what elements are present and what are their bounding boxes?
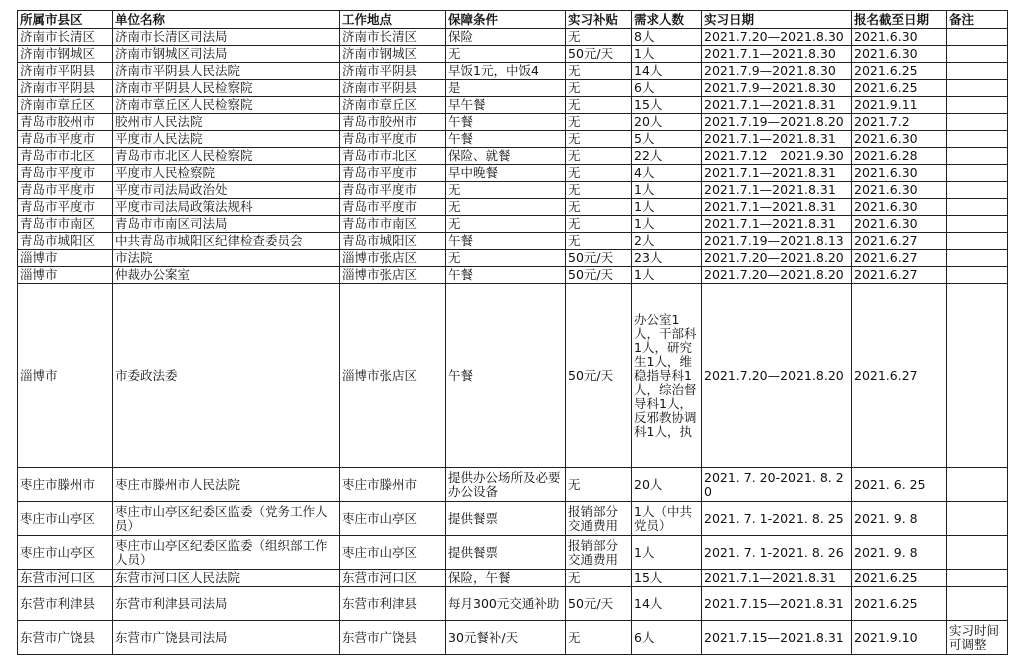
table-row: [18, 536, 1008, 570]
cell-dates: 2021. 7. 1-2021. 8. 25: [702, 502, 852, 536]
cell-unit: 枣庄市山亭区纪委区监委（党务工作人员）: [113, 502, 340, 536]
cell-dates: 2021. 7. 1-2021. 8. 26: [702, 536, 852, 570]
cell-headcount: 8人: [632, 29, 702, 46]
cell-dates: 2021.7.19—2021.8.20: [702, 114, 852, 131]
cell-headcount: 22人: [632, 148, 702, 165]
cell-dates: 2021.7.1—2021.8.30: [702, 46, 852, 63]
cell-location: 青岛市平度市: [340, 165, 446, 182]
cell-notes: [947, 165, 1008, 182]
table-row: [18, 216, 1008, 233]
cell-location: 枣庄市山亭区: [340, 536, 446, 570]
cell-location: 青岛市平度市: [340, 131, 446, 148]
table-row: [18, 29, 1008, 46]
cell-headcount: 1人: [632, 199, 702, 216]
cell-headcount: 15人: [632, 570, 702, 587]
cell-conditions: 提供餐票: [446, 502, 566, 536]
cell-deadline: 2021.6.25: [852, 587, 947, 621]
cell-district: 淄博市: [18, 284, 113, 468]
table-row: [18, 284, 1008, 468]
cell-notes: [947, 468, 1008, 502]
header-dates: 实习日期: [702, 11, 852, 29]
header-notes: 备注: [947, 11, 1008, 29]
cell-district: 济南市平阴县: [18, 80, 113, 97]
header-deadline: 报名截至日期: [852, 11, 947, 29]
table-row: [18, 570, 1008, 587]
cell-dates: 2021.7.1—2021.8.31: [702, 199, 852, 216]
cell-subsidy: 无: [566, 233, 632, 250]
table-row: [18, 80, 1008, 97]
cell-subsidy: 无: [566, 148, 632, 165]
cell-deadline: 2021.6.27: [852, 267, 947, 284]
cell-location: 东营市广饶县: [340, 621, 446, 655]
cell-conditions: 保险、就餐: [446, 148, 566, 165]
cell-location: 青岛市市南区: [340, 216, 446, 233]
cell-dates: 2021.7.1—2021.8.31: [702, 97, 852, 114]
cell-headcount: 23人: [632, 250, 702, 267]
cell-deadline: 2021. 6. 25: [852, 468, 947, 502]
cell-location: 青岛市平度市: [340, 199, 446, 216]
cell-conditions: 保险: [446, 29, 566, 46]
cell-headcount: 6人: [632, 80, 702, 97]
cell-dates: 2021.7.9—2021.8.30: [702, 80, 852, 97]
cell-unit: 东营市利津县司法局: [113, 587, 340, 621]
cell-subsidy: 50元/天: [566, 46, 632, 63]
cell-location: 济南市平阴县: [340, 63, 446, 80]
table-row: [18, 131, 1008, 148]
cell-dates: 2021. 7. 20-2021. 8. 20: [702, 468, 852, 502]
table-row: [18, 468, 1008, 502]
cell-district: 淄博市: [18, 250, 113, 267]
cell-district: 青岛市市南区: [18, 216, 113, 233]
cell-deadline: 2021.9.10: [852, 621, 947, 655]
cell-location: 青岛市平度市: [340, 182, 446, 199]
cell-conditions: 午餐: [446, 267, 566, 284]
cell-unit: 枣庄市滕州市人民法院: [113, 468, 340, 502]
internship-table: [17, 10, 1008, 655]
cell-unit: 济南市平阴县人民法院: [113, 63, 340, 80]
cell-deadline: 2021. 9. 8: [852, 502, 947, 536]
cell-deadline: 2021.6.28: [852, 148, 947, 165]
cell-headcount: 1人: [632, 536, 702, 570]
cell-deadline: 2021.6.27: [852, 250, 947, 267]
cell-deadline: 2021.6.30: [852, 182, 947, 199]
cell-district: 枣庄市山亭区: [18, 502, 113, 536]
cell-headcount: 1人: [632, 267, 702, 284]
cell-subsidy: 无: [566, 199, 632, 216]
cell-headcount: 1人: [632, 46, 702, 63]
cell-conditions: 午餐: [446, 233, 566, 250]
cell-dates: 2021.7.1—2021.8.31: [702, 182, 852, 199]
cell-district: 青岛市市北区: [18, 148, 113, 165]
cell-notes: [947, 570, 1008, 587]
table-row: [18, 267, 1008, 284]
cell-deadline: 2021.6.25: [852, 80, 947, 97]
cell-notes: [947, 46, 1008, 63]
cell-location: 淄博市张店区: [340, 250, 446, 267]
cell-conditions: 是: [446, 80, 566, 97]
table-row: [18, 97, 1008, 114]
cell-location: 淄博市张店区: [340, 267, 446, 284]
cell-headcount: 14人: [632, 63, 702, 80]
cell-headcount: 4人: [632, 165, 702, 182]
table-row: [18, 165, 1008, 182]
cell-conditions: 无: [446, 250, 566, 267]
cell-headcount: 1人（中共党员）: [632, 502, 702, 536]
cell-district: 枣庄市山亭区: [18, 536, 113, 570]
cell-district: 青岛市平度市: [18, 199, 113, 216]
cell-location: 济南市长清区: [340, 29, 446, 46]
cell-deadline: 2021.6.30: [852, 46, 947, 63]
header-row: [18, 11, 1008, 29]
cell-conditions: 提供办公场所及必要办公设备: [446, 468, 566, 502]
cell-district: 枣庄市滕州市: [18, 468, 113, 502]
cell-notes: [947, 267, 1008, 284]
cell-district: 青岛市城阳区: [18, 233, 113, 250]
cell-deadline: 2021.6.30: [852, 29, 947, 46]
cell-notes: [947, 29, 1008, 46]
cell-district: 济南市平阴县: [18, 63, 113, 80]
cell-district: 青岛市平度市: [18, 165, 113, 182]
cell-district: 济南市章丘区: [18, 97, 113, 114]
cell-subsidy: 无: [566, 570, 632, 587]
cell-unit: 东营市河口区人民法院: [113, 570, 340, 587]
cell-district: 青岛市平度市: [18, 131, 113, 148]
cell-conditions: 午餐: [446, 284, 566, 468]
header-conditions: 保障条件: [446, 11, 566, 29]
header-subsidy: 实习补贴: [566, 11, 632, 29]
cell-notes: [947, 587, 1008, 621]
cell-conditions: 无: [446, 182, 566, 199]
table-row: [18, 199, 1008, 216]
cell-deadline: 2021.6.25: [852, 63, 947, 80]
cell-notes: [947, 148, 1008, 165]
cell-notes: [947, 536, 1008, 570]
cell-dates: 2021.7.12 2021.9.30: [702, 148, 852, 165]
cell-conditions: 午餐: [446, 131, 566, 148]
cell-unit: 青岛市市南区司法局: [113, 216, 340, 233]
table-row: [18, 114, 1008, 131]
header-headcount: 需求人数: [632, 11, 702, 29]
cell-district: 济南市钢城区: [18, 46, 113, 63]
cell-unit: 济南市长清区司法局: [113, 29, 340, 46]
cell-location: 济南市钢城区: [340, 46, 446, 63]
cell-deadline: 2021.6.27: [852, 233, 947, 250]
cell-notes: [947, 199, 1008, 216]
cell-deadline: 2021.6.30: [852, 199, 947, 216]
header-unit: 单位名称: [113, 11, 340, 29]
table-wrapper: [17, 10, 1008, 655]
cell-headcount: 15人: [632, 97, 702, 114]
cell-deadline: 2021.6.30: [852, 165, 947, 182]
cell-notes: [947, 114, 1008, 131]
cell-notes: [947, 182, 1008, 199]
table-row: [18, 250, 1008, 267]
cell-subsidy: 报销部分交通费用: [566, 502, 632, 536]
cell-location: 枣庄市滕州市: [340, 468, 446, 502]
cell-unit: 济南市钢城区司法局: [113, 46, 340, 63]
cell-notes: [947, 250, 1008, 267]
cell-conditions: 保险，午餐: [446, 570, 566, 587]
cell-notes: [947, 216, 1008, 233]
cell-unit: 仲裁办公案室: [113, 267, 340, 284]
cell-dates: 2021.7.15—2021.8.31: [702, 621, 852, 655]
cell-unit: 济南市章丘区人民检察院: [113, 97, 340, 114]
cell-headcount: 20人: [632, 468, 702, 502]
cell-unit: 市委政法委: [113, 284, 340, 468]
cell-unit: 平度市司法局政策法规科: [113, 199, 340, 216]
cell-location: 青岛市市北区: [340, 148, 446, 165]
cell-headcount: 20人: [632, 114, 702, 131]
cell-conditions: 早饭1元，中饭4: [446, 63, 566, 80]
cell-location: 东营市利津县: [340, 587, 446, 621]
cell-headcount: 办公室1人，干部科1人，研究生1人，维稳指导科1人，综治督导科1人，反邪教协调科1人，执: [632, 284, 702, 468]
cell-location: 东营市河口区: [340, 570, 446, 587]
cell-notes: [947, 131, 1008, 148]
table-row: [18, 148, 1008, 165]
cell-unit: 枣庄市山亭区纪委区监委（组织部工作人员）: [113, 536, 340, 570]
cell-unit: 青岛市市北区人民检察院: [113, 148, 340, 165]
cell-subsidy: 无: [566, 63, 632, 80]
cell-district: 济南市长清区: [18, 29, 113, 46]
cell-subsidy: 无: [566, 131, 632, 148]
table-row: [18, 621, 1008, 655]
cell-subsidy: 50元/天: [566, 250, 632, 267]
cell-district: 青岛市胶州市: [18, 114, 113, 131]
cell-dates: 2021.7.15—2021.8.31: [702, 587, 852, 621]
cell-location: 枣庄市山亭区: [340, 502, 446, 536]
cell-notes: [947, 284, 1008, 468]
cell-dates: 2021.7.9—2021.8.30: [702, 63, 852, 80]
cell-dates: 2021.7.1—2021.8.31: [702, 216, 852, 233]
table-row: [18, 46, 1008, 63]
cell-conditions: 无: [446, 216, 566, 233]
cell-deadline: 2021.6.27: [852, 284, 947, 468]
cell-conditions: 每月300元交通补助: [446, 587, 566, 621]
cell-conditions: 早中晚餐: [446, 165, 566, 182]
cell-subsidy: 50元/天: [566, 267, 632, 284]
cell-deadline: 2021.9.11: [852, 97, 947, 114]
cell-deadline: 2021.6.30: [852, 131, 947, 148]
table-row: [18, 233, 1008, 250]
cell-conditions: 提供餐票: [446, 536, 566, 570]
cell-deadline: 2021.6.25: [852, 570, 947, 587]
cell-dates: 2021.7.20—2021.8.30: [702, 29, 852, 46]
cell-subsidy: 50元/天: [566, 284, 632, 468]
cell-deadline: 2021.7.2: [852, 114, 947, 131]
cell-headcount: 6人: [632, 621, 702, 655]
cell-district: 淄博市: [18, 267, 113, 284]
table-row: [18, 63, 1008, 80]
cell-subsidy: 无: [566, 80, 632, 97]
cell-subsidy: 无: [566, 468, 632, 502]
cell-headcount: 2人: [632, 233, 702, 250]
cell-unit: 平度市司法局政治处: [113, 182, 340, 199]
cell-district: 东营市广饶县: [18, 621, 113, 655]
cell-district: 青岛市平度市: [18, 182, 113, 199]
cell-subsidy: 报销部分交通费用: [566, 536, 632, 570]
cell-unit: 中共青岛市城阳区纪律检查委员会: [113, 233, 340, 250]
cell-notes: [947, 502, 1008, 536]
cell-unit: 胶州市人民法院: [113, 114, 340, 131]
cell-subsidy: 无: [566, 114, 632, 131]
cell-conditions: 30元餐补/天: [446, 621, 566, 655]
table-row: [18, 502, 1008, 536]
cell-subsidy: 无: [566, 97, 632, 114]
cell-district: 东营市利津县: [18, 587, 113, 621]
cell-location: 济南市平阴县: [340, 80, 446, 97]
header-district: 所属市县区: [18, 11, 113, 29]
cell-conditions: 无: [446, 46, 566, 63]
cell-location: 青岛市城阳区: [340, 233, 446, 250]
cell-dates: 2021.7.1—2021.8.31: [702, 131, 852, 148]
cell-subsidy: 无: [566, 29, 632, 46]
cell-dates: 2021.7.20—2021.8.20: [702, 250, 852, 267]
cell-conditions: 早午餐: [446, 97, 566, 114]
cell-unit: 平度市人民检察院: [113, 165, 340, 182]
cell-unit: 东营市广饶县司法局: [113, 621, 340, 655]
cell-dates: 2021.7.1—2021.8.31: [702, 165, 852, 182]
cell-headcount: 5人: [632, 131, 702, 148]
cell-subsidy: 无: [566, 216, 632, 233]
cell-subsidy: 50元/天: [566, 587, 632, 621]
cell-notes: 实习时间可调整: [947, 621, 1008, 655]
cell-unit: 济南市平阴县人民检察院: [113, 80, 340, 97]
cell-subsidy: 无: [566, 621, 632, 655]
cell-deadline: 2021. 9. 8: [852, 536, 947, 570]
cell-dates: 2021.7.1—2021.8.31: [702, 570, 852, 587]
header-location: 工作地点: [340, 11, 446, 29]
table-row: [18, 587, 1008, 621]
cell-headcount: 1人: [632, 216, 702, 233]
cell-headcount: 14人: [632, 587, 702, 621]
cell-unit: 市法院: [113, 250, 340, 267]
cell-subsidy: 无: [566, 165, 632, 182]
cell-deadline: 2021.6.30: [852, 216, 947, 233]
cell-location: 济南市章丘区: [340, 97, 446, 114]
cell-location: 青岛市胶州市: [340, 114, 446, 131]
cell-subsidy: 无: [566, 182, 632, 199]
cell-conditions: 午餐: [446, 114, 566, 131]
cell-dates: 2021.7.20—2021.8.20: [702, 284, 852, 468]
cell-location: 淄博市张店区: [340, 284, 446, 468]
cell-conditions: 无: [446, 199, 566, 216]
cell-notes: [947, 80, 1008, 97]
table-row: [18, 182, 1008, 199]
cell-notes: [947, 63, 1008, 80]
cell-notes: [947, 97, 1008, 114]
cell-district: 东营市河口区: [18, 570, 113, 587]
cell-notes: [947, 233, 1008, 250]
cell-headcount: 1人: [632, 182, 702, 199]
cell-dates: 2021.7.20—2021.8.20: [702, 267, 852, 284]
cell-unit: 平度市人民法院: [113, 131, 340, 148]
cell-dates: 2021.7.19—2021.8.13: [702, 233, 852, 250]
